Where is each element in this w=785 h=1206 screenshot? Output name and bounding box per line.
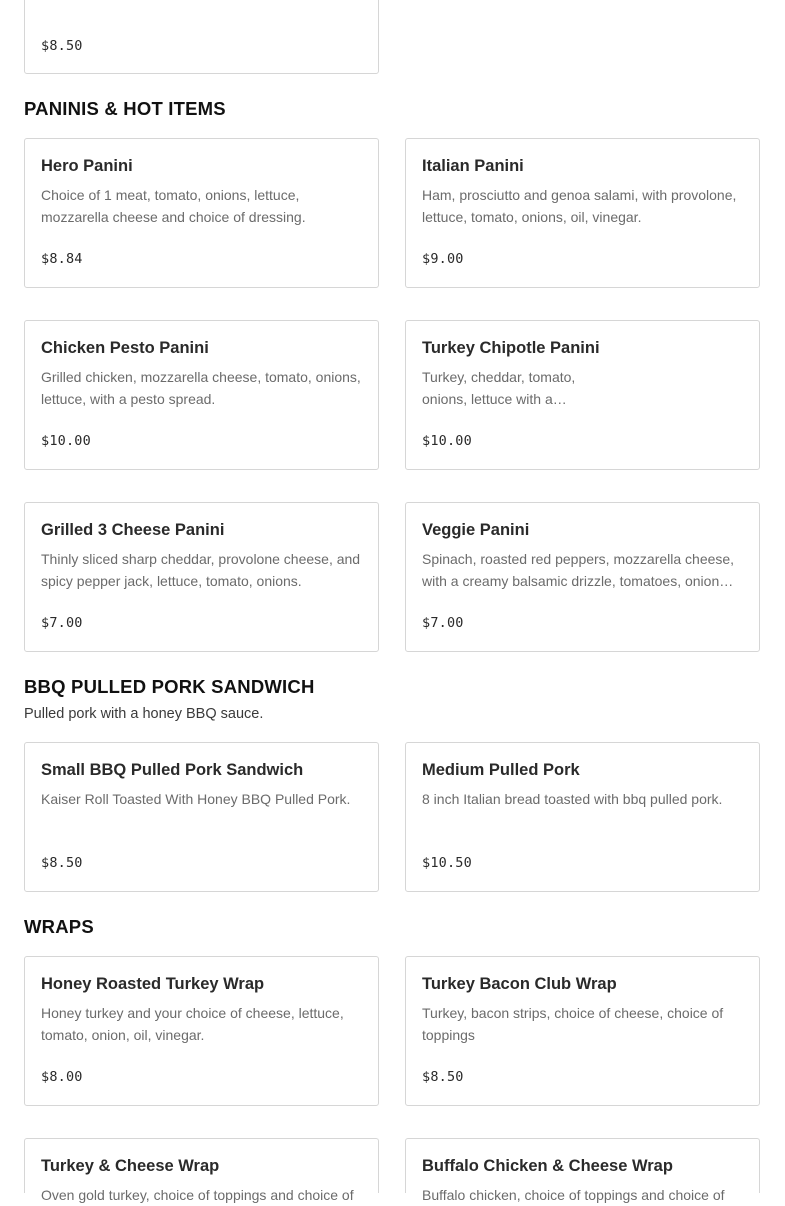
item-name: Turkey & Cheese Wrap (41, 1157, 220, 1175)
item-description (422, 548, 744, 592)
item-name: Chicken Pesto Panini (41, 339, 209, 357)
item-name: Turkey Bacon Club Wrap (422, 975, 617, 993)
item-description-line: with a creamy balsamic drizzle, tomatoes, onion… (422, 573, 734, 589)
item-description: Grilled chicken, mozzarella cheese, tomato, onions, lettuce, with a pesto spread. (41, 369, 361, 407)
item-description-line: Turkey, cheddar, tomato, (422, 369, 576, 385)
item-description-line: Oven gold turkey, choice of toppings and choice of (41, 1187, 354, 1203)
item-description: 8 inch Italian bread toasted with bbq pulled pork. (422, 791, 723, 807)
item-price: $7.00 (41, 615, 83, 631)
item-price: $8.00 (41, 1069, 83, 1085)
item-description: Ham, prosciutto and genoa salami, with provolone, lettuce, tomato, onions, oil, vinegar. (422, 187, 737, 225)
section-description: Pulled pork with a honey BBQ sauce. (24, 706, 264, 722)
item-description: Honey turkey and your choice of cheese, lettuce, tomato, onion, oil, vinegar. (41, 1005, 344, 1043)
item-price: $10.00 (41, 433, 91, 449)
menu-item-card[interactable] (405, 320, 760, 470)
item-price: $8.50 (422, 1069, 464, 1085)
menu-item-card[interactable] (24, 742, 379, 892)
menu-item-card[interactable] (24, 1138, 379, 1203)
menu-item-card[interactable] (24, 320, 379, 470)
item-name: Veggie Panini (422, 521, 530, 539)
item-price: $8.84 (41, 251, 83, 267)
menu-item-card[interactable] (405, 502, 760, 652)
item-name: Italian Panini (422, 157, 524, 175)
item-name: Turkey Chipotle Panini (422, 339, 600, 357)
menu-item-card[interactable] (405, 1138, 760, 1203)
menu-item-card[interactable] (24, 502, 379, 652)
item-description-line: onions, lettuce with a… (422, 391, 567, 407)
item-description: Kaiser Roll Toasted With Honey BBQ Pulled Pork. (41, 791, 351, 807)
item-name: Medium Pulled Pork (422, 761, 580, 779)
item-price: $7.00 (422, 615, 464, 631)
item-price: $10.50 (422, 855, 472, 871)
section-title-bbq: BBQ PULLED PORK SANDWICH (24, 676, 315, 697)
menu-item-card[interactable] (405, 742, 760, 892)
item-name: Grilled 3 Cheese Panini (41, 521, 225, 539)
item-name: Small BBQ Pulled Pork Sandwich (41, 761, 304, 779)
item-description: Choice of 1 meat, tomato, onions, lettuce, mozzarella cheese and choice of dressing. (41, 187, 306, 225)
item-name: Honey Roasted Turkey Wrap (41, 975, 265, 993)
menu-item-card[interactable] (405, 956, 760, 1106)
item-description (422, 366, 744, 410)
item-description: Thinly sliced sharp cheddar, provolone cheese, and spicy pepper jack, lettuce, tomato, onions. (41, 551, 361, 589)
menu-item-card[interactable] (24, 956, 379, 1106)
menu-item-card[interactable] (24, 138, 379, 288)
section-title-wraps: WRAPS (24, 916, 94, 937)
item-name: Buffalo Chicken & Cheese Wrap (422, 1157, 673, 1175)
item-price: $9.00 (422, 251, 464, 267)
item-name: Hero Panini (41, 157, 133, 175)
menu-item-card[interactable] (24, 0, 379, 74)
menu-item-card[interactable] (405, 138, 760, 288)
item-description-line: Spinach, roasted red peppers, mozzarella cheese, (422, 551, 735, 567)
item-description (41, 1184, 363, 1203)
item-price: $8.50 (41, 38, 83, 54)
item-price: $10.00 (422, 433, 472, 449)
item-description-line: Buffalo chicken, choice of toppings and choice of (422, 1187, 725, 1203)
section-title-paninis: PANINIS & HOT ITEMS (24, 98, 226, 119)
item-description: Turkey, bacon strips, choice of cheese, choice of toppings (422, 1005, 724, 1043)
item-price: $8.50 (41, 855, 83, 871)
item-description (422, 1184, 744, 1203)
